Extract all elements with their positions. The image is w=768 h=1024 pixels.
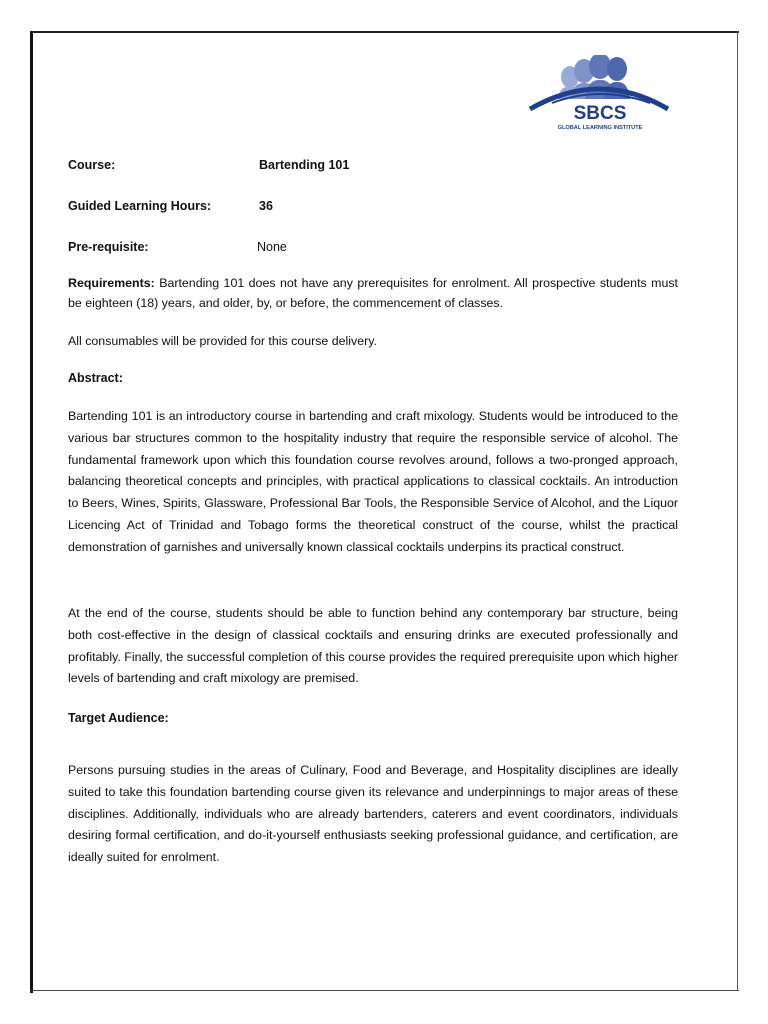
hours-value: 36 <box>259 199 273 213</box>
abstract-paragraph-1: Bartending 101 is an introductory course in bartending and craft mixology. Students would be introduced to the various bar structures common to the hospitality industry that require the responsible service of alcohol. The fundamental framework upon which this foundation course revolves around, follows a two-pronged approach, balancing theoretical concepts and principles, with practical applications to classical cocktails. An introduction to Beers, Wines, Spirits, Glassware, Professional Bar Tools, the Responsible Service of Alcohol, and the Liquor Licencing Act of Trinidad and Tobago forms the theoretical construct of the course, whilst the practical demonstration of garnishes and universally known classical cocktails underpins its practical construct. <box>68 409 678 554</box>
sbcs-logo <box>528 55 680 137</box>
page-border-left <box>30 31 33 993</box>
logo-tagline: GLOBAL LEARNING INSTITUTE <box>557 125 643 131</box>
course-value: Bartending 101 <box>259 158 350 172</box>
consumables-text: All consumables will be provided for this course delivery. <box>68 334 377 348</box>
abstract-paragraph-2: At the end of the course, students should be able to function behind any contemporary bar structure, being both cost-effective in the design of classical cocktails and ensuring drinks are executed professionally and profitably. Finally, the successful completion of this course provides the required prerequisite upon which higher levels of bartending and craft mixology are premised. <box>68 606 678 686</box>
hours-label: Guided Learning Hours: <box>68 199 212 213</box>
requirements-label: Requirements: <box>68 276 155 290</box>
course-label: Course: <box>68 158 116 172</box>
requirements-paragraph <box>68 274 678 313</box>
prerequisite-label: Pre-requisite: <box>68 240 149 254</box>
page-border-bottom <box>30 990 739 991</box>
page-border-right <box>737 31 738 991</box>
target-audience-paragraph: Persons pursuing studies in the areas of Culinary, Food and Beverage, and Hospitality disciplines are ideally suited to take this foundation bartending course given its relevance and underpinnings to major areas of these disciplines. Additionally, individuals who are already bartenders, caterers and event coordinators, individuals desiring formal certification, and do-it-yourself enthusiasts seeking professional guidance, and certification, are ideally suited for enrolment. <box>68 763 678 865</box>
page-border-top <box>30 31 739 33</box>
requirements-text: Bartending 101 does not have any prerequisites for enrolment. All prospective students must be eighteen (18) years, and older, by, or before, the commencement of classes. <box>68 276 678 310</box>
logo-acronym: SBCS <box>573 103 627 124</box>
prerequisite-value: None <box>257 240 287 254</box>
abstract-heading: Abstract: <box>68 371 123 385</box>
target-audience-heading: Target Audience: <box>68 711 169 725</box>
